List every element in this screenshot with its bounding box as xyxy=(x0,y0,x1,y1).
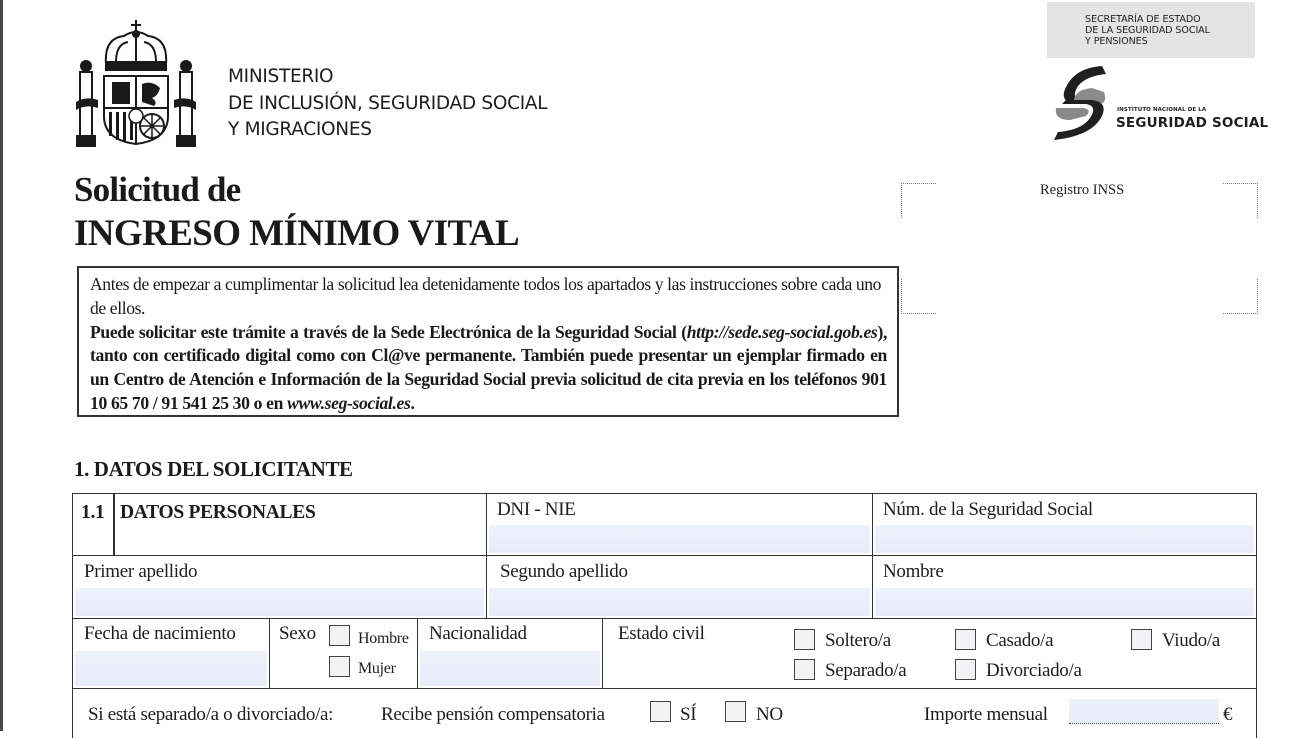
segundo-apellido-input[interactable] xyxy=(489,588,870,616)
inss-logo-icon xyxy=(1052,64,1114,140)
separado-prompt: Si está separado/a o divorciado/a: xyxy=(88,704,334,725)
sexo-mujer-label: Mujer xyxy=(358,660,396,677)
instructions-notice xyxy=(77,266,899,417)
ministry-line-1: MINISTERIO xyxy=(228,66,334,87)
nombre-cell xyxy=(873,556,1256,619)
sexo-hombre-checkbox[interactable] xyxy=(329,625,350,646)
sexo-label: Sexo xyxy=(279,623,316,644)
pension-label: Recibe pensión compensatoria xyxy=(381,704,605,725)
nombre-label: Nombre xyxy=(883,561,944,582)
sexo-hombre-label: Hombre xyxy=(358,630,409,647)
secretaria-line-2: DE LA SEGURIDAD SOCIAL xyxy=(1085,25,1210,36)
sede-link[interactable]: http://sede.seg-social.gob.es xyxy=(686,321,878,342)
personal-data-form xyxy=(72,493,1257,738)
num-ss-input[interactable] xyxy=(875,525,1254,553)
num-ss-cell xyxy=(873,494,1256,556)
primer-apellido-label: Primer apellido xyxy=(84,561,198,582)
nombre-input[interactable] xyxy=(875,588,1254,616)
soltero-checkbox[interactable] xyxy=(794,629,815,650)
pension-si-label: SÍ xyxy=(680,704,697,725)
nacionalidad-cell xyxy=(418,619,603,689)
inss-title: SEGURIDAD SOCIAL xyxy=(1116,115,1269,131)
casado-checkbox[interactable] xyxy=(955,629,976,650)
web-link[interactable]: www.seg-social.es xyxy=(287,392,411,413)
ministry-line-3: Y MIGRACIONES xyxy=(228,119,372,140)
subsection-header-cell xyxy=(73,494,487,556)
segundo-apellido-cell xyxy=(487,556,873,619)
inss-subtitle: INSTITUTO NACIONAL DE LA xyxy=(1117,107,1207,113)
secretaria-banner xyxy=(1047,2,1255,58)
primer-apellido-cell xyxy=(73,556,487,619)
sexo-cell xyxy=(270,619,418,689)
divorciado-checkbox[interactable] xyxy=(955,659,976,680)
dni-nie-cell xyxy=(487,494,873,556)
secretaria-line-3: Y PENSIONES xyxy=(1085,36,1148,47)
nacionalidad-input[interactable] xyxy=(420,651,600,686)
registro-corner-top-right xyxy=(1223,183,1258,218)
fecha-nacimiento-label: Fecha de nacimiento xyxy=(84,623,236,644)
nacionalidad-label: Nacionalidad xyxy=(429,623,527,644)
fecha-nacimiento-input[interactable] xyxy=(75,651,267,686)
num-ss-label: Núm. de la Seguridad Social xyxy=(883,499,1093,520)
separado-checkbox[interactable] xyxy=(794,659,815,680)
ministry-name xyxy=(228,64,547,144)
divorciado-label: Divorciado/a xyxy=(986,660,1082,681)
currency-symbol: € xyxy=(1223,704,1233,725)
separado-label: Separado/a xyxy=(825,660,907,681)
segundo-apellido-label: Segundo apellido xyxy=(500,561,628,582)
viudo-label: Viudo/a xyxy=(1162,630,1220,651)
registro-corner-bottom-right xyxy=(1223,279,1258,314)
estado-civil-label: Estado civil xyxy=(618,623,705,644)
subsection-title: DATOS PERSONALES xyxy=(120,502,316,523)
form-title-line-2: INGRESO MÍNIMO VITAL xyxy=(74,213,520,254)
viudo-checkbox[interactable] xyxy=(1131,629,1152,650)
soltero-label: Soltero/a xyxy=(825,630,891,651)
importe-label: Importe mensual xyxy=(924,704,1048,725)
notice-bold-text: Puede solicitar este trámite a través de la Sede Electrónica de la Seguridad Social (http://sede.seg-social.gob.es), tanto con certificado digital como con Cl@ve permanente. También puede presentar un ejemplar firmado en un Centro de Atención e Información de la Seguridad Social previa solicitud de cita previa en los teléfonos 901 10 65 70 / 91 541 25 30 o en www.seg-social.es. xyxy=(90,321,887,413)
registro-corner-top-left xyxy=(901,183,936,218)
notice-intro: Antes de empezar a cumplimentar la solicitud lea detenidamente todos los apartados y las instrucciones sobre cada uno de ellos. xyxy=(90,274,882,318)
importe-input[interactable] xyxy=(1069,699,1219,724)
primer-apellido-input[interactable] xyxy=(75,588,484,616)
pension-si-checkbox[interactable] xyxy=(650,701,671,722)
dni-nie-label: DNI - NIE xyxy=(497,499,576,520)
pension-no-checkbox[interactable] xyxy=(725,701,746,722)
dni-nie-input[interactable] xyxy=(489,525,870,553)
sexo-mujer-checkbox[interactable] xyxy=(329,656,350,677)
section-title: 1. DATOS DEL SOLICITANTE xyxy=(74,457,353,481)
spain-coat-of-arms-icon xyxy=(76,16,196,150)
pension-no-label: NO xyxy=(756,704,783,725)
form-title-line-1: Solicitud de xyxy=(74,170,241,209)
registro-inss-label: Registro INSS xyxy=(1040,182,1125,198)
casado-label: Casado/a xyxy=(986,630,1054,651)
subsection-number: 1.1 xyxy=(81,502,105,523)
secretaria-line-1: SECRETARÍA DE ESTADO xyxy=(1085,14,1201,25)
fecha-nacimiento-cell xyxy=(73,619,270,689)
estado-civil-cell xyxy=(603,619,1256,689)
registro-corner-bottom-left xyxy=(901,279,936,314)
pension-row xyxy=(73,689,1256,739)
page-edge xyxy=(0,0,3,731)
ministry-line-2: DE INCLUSIÓN, SEGURIDAD SOCIAL xyxy=(228,92,548,114)
